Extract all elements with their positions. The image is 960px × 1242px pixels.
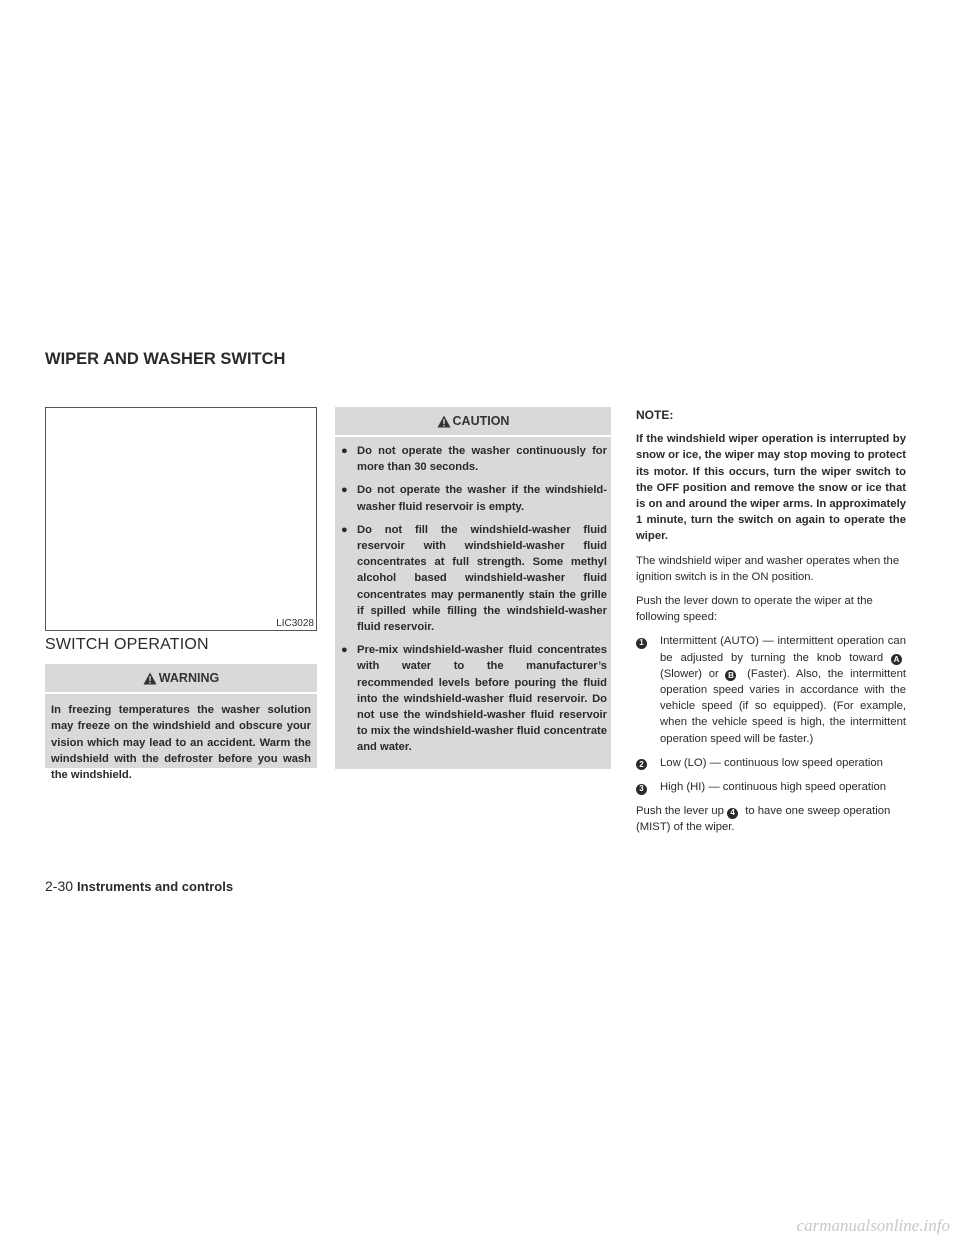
bullet: ● xyxy=(341,644,348,657)
circle-number-1-icon: 1 xyxy=(636,638,647,649)
caution-item-text: Do not operate the washer if the windshield-washer fluid reservoir is empty. xyxy=(357,484,607,513)
caution-item-text: Do not fill the windshield-washer fluid reservoir with windshield-washer fluid concentrates at full strength. Some methyl alcohol based windshield-washer fluid concentrates may permanently stain the grille if spilled while filling the windshield-washer fluid reservoir. xyxy=(357,523,607,634)
page-number: 2-30 xyxy=(45,878,74,894)
right-column xyxy=(636,407,906,844)
speed-description xyxy=(660,633,906,746)
speed-description: Low (LO) — continuous low speed operation xyxy=(660,756,883,769)
figure-code: LIC3028 xyxy=(276,618,314,629)
circle-number-2-icon: 2 xyxy=(636,759,647,770)
note-text: If the windshield wiper operation is interrupted by snow or ice, the wiper may stop moving to protect its motor. If this occurs, turn the wiper switch to the OFF position and remove the snow or ice that is on and around the wiper arms. In approximately 1 minute, turn the switch on again to operate the wiper. xyxy=(636,433,906,543)
speed-text: (Slower) or xyxy=(660,667,726,680)
bullet: ● xyxy=(341,484,348,497)
bullet: ● xyxy=(341,523,348,536)
caution-header xyxy=(335,407,611,437)
warning-text: In freezing temperatures the washer solution may freeze on the windshield and obscure your vision which may lead to an accident. Warm the windshield with the defroster before you wash the windshield. xyxy=(51,704,311,782)
warning-header xyxy=(45,664,317,694)
caution-list xyxy=(335,437,611,756)
page-footer xyxy=(45,878,233,894)
chapter-title: Instruments and controls xyxy=(77,879,234,894)
caution-triangle-icon xyxy=(437,415,451,428)
speed-description: High (HI) — continuous high speed operation xyxy=(660,781,887,794)
warning-triangle-icon xyxy=(143,672,157,685)
mist-text: Push the lever up xyxy=(636,805,728,818)
circle-letter-a-icon: A xyxy=(891,654,902,665)
caution-label: CAUTION xyxy=(452,414,510,428)
caution-item xyxy=(341,482,607,514)
watermark: carmanualsonline.info xyxy=(796,1216,950,1235)
speed-text: Intermittent (AUTO) — intermittent operation can be adjusted by turning the knob toward xyxy=(660,635,906,664)
speed-text: (Faster). Also, the intermittent operation speed varies in accordance with the vehicle speed (if so equipped). (For example, when the vehicle speed is high, the intermittent operation speed will be faster.) xyxy=(660,667,906,745)
figure-illustration xyxy=(45,407,317,631)
paragraph-mist xyxy=(636,803,906,835)
section-title: WIPER AND WASHER SWITCH xyxy=(45,350,286,368)
circle-letter-b-icon: B xyxy=(725,670,736,681)
paragraph-push-down: Push the lever down to operate the wiper at the following speed: xyxy=(636,595,873,624)
note-label: NOTE: xyxy=(636,408,674,422)
speed-item-low xyxy=(636,755,906,771)
caution-item xyxy=(341,443,607,475)
caution-item-text: Do not operate the washer continuously for more than 30 seconds. xyxy=(357,445,607,474)
paragraph-ignition: The windshield wiper and washer operates when the ignition switch is in the ON position. xyxy=(636,554,900,583)
bullet: ● xyxy=(341,445,348,457)
speed-item-intermittent xyxy=(636,633,906,746)
speed-item-high xyxy=(636,779,906,795)
caution-box xyxy=(335,407,611,769)
caution-item xyxy=(341,522,607,635)
warning-label: WARNING xyxy=(158,671,220,685)
subheading: SWITCH OPERATION xyxy=(45,636,209,653)
warning-box xyxy=(45,664,317,782)
circle-number-4-icon: 4 xyxy=(727,808,738,819)
caution-item-text: Pre-mix windshield-washer fluid concentrates with water to the manufacturer’s recommended levels before pouring the fluid into the windshield-washer fluid reservoir. Do not use the windshield-washer fluid reservoir to mix the windshield-washer fluid concentrate and water. xyxy=(357,644,607,754)
caution-item xyxy=(341,642,607,755)
circle-number-3-icon: 3 xyxy=(636,784,647,795)
mist-text: to have one sweep operation (MIST) of the wiper. xyxy=(636,805,891,834)
